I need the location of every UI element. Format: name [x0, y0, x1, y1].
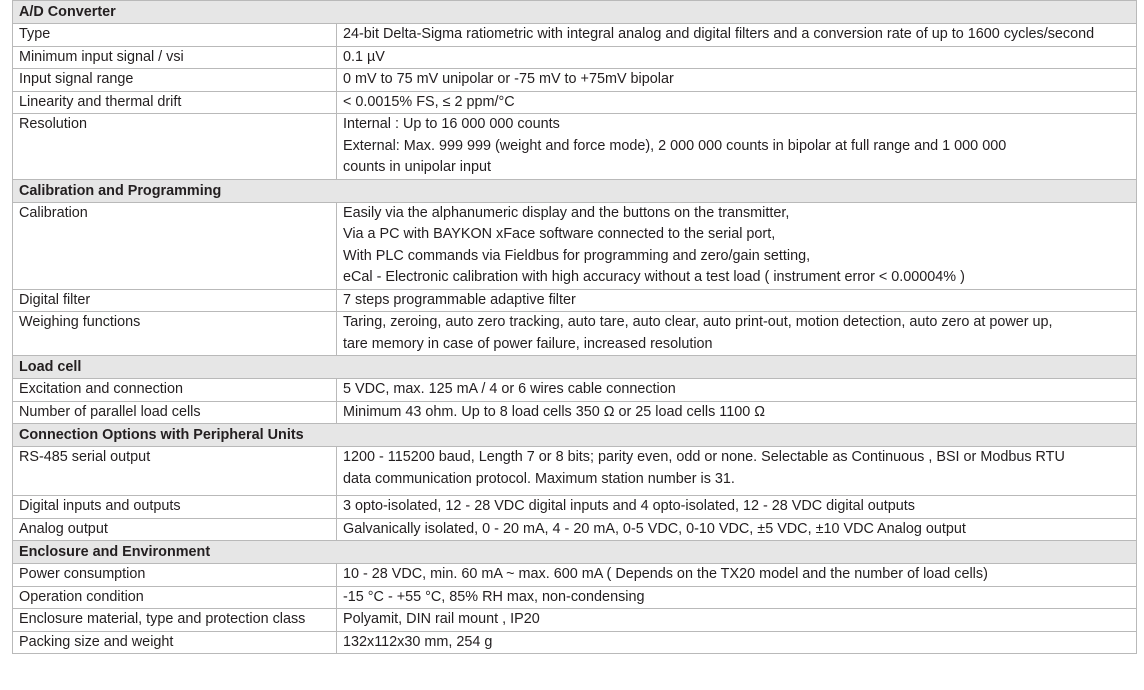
spec-table-body	[13, 1, 1137, 654]
spec-label: Input signal range	[13, 69, 337, 92]
spec-value	[337, 447, 1137, 496]
spec-value	[337, 564, 1137, 587]
spec-label: Weighing functions	[13, 312, 337, 356]
spec-value-line: -15 °C - +55 °C, 85% RH max, non-condensing	[343, 588, 645, 605]
spec-row	[13, 46, 1137, 69]
spec-value	[337, 401, 1137, 424]
section-title: A/D Converter	[13, 1, 1137, 24]
spec-row	[13, 518, 1137, 541]
spec-label: Packing size and weight	[13, 631, 337, 654]
section-header-row	[13, 1, 1137, 24]
spec-value-line: 24-bit Delta-Sigma ratiometric with integral analog and digital filters and a conversion rate of up to 1600 cycles/second	[343, 26, 1095, 42]
spec-row	[13, 496, 1137, 519]
spec-label: Calibration	[13, 202, 337, 289]
spec-row	[13, 69, 1137, 92]
spec-label: Type	[13, 24, 337, 47]
spec-row	[13, 91, 1137, 114]
spec-row	[13, 586, 1137, 609]
spec-table	[12, 0, 1137, 654]
spec-value	[337, 312, 1137, 356]
spec-row	[13, 609, 1137, 632]
spec-label: Analog output	[13, 518, 337, 541]
spec-value-line: 0 mV to 75 mV unipolar or -75 mV to +75mV bipolar	[343, 71, 674, 87]
spec-label: Number of parallel load cells	[13, 401, 337, 424]
spec-value	[337, 586, 1137, 609]
spec-row	[13, 564, 1137, 587]
section-title: Calibration and Programming	[13, 179, 1137, 202]
spec-row	[13, 114, 1137, 180]
spec-row	[13, 312, 1137, 356]
spec-label: Minimum input signal / vsi	[13, 46, 337, 69]
section-title: Enclosure and Environment	[13, 541, 1137, 564]
spec-label: Operation condition	[13, 586, 337, 609]
spec-label: Resolution	[13, 114, 337, 180]
section-header-row	[13, 179, 1137, 202]
spec-value	[337, 202, 1137, 289]
spec-value	[337, 289, 1137, 312]
spec-label: Digital inputs and outputs	[13, 496, 337, 519]
section-header-row	[13, 541, 1137, 564]
spec-value-line: Galvanically isolated, 0 - 20 mA, 4 - 20 mA, 0-5 VDC, 0-10 VDC, ±5 VDC, ±10 VDC Analog output	[343, 520, 966, 537]
spec-value-line: Minimum 43 ohm. Up to 8 load cells 350 Ω or 25 load cells 1100 Ω	[343, 403, 766, 420]
spec-value-line: Via a PC with BAYKON xFace software connected to the serial port,	[343, 226, 776, 242]
spec-value-line: 132x112x30 mm, 254 g	[343, 633, 493, 650]
spec-label: Excitation and connection	[13, 379, 337, 402]
section-title: Connection Options with Peripheral Units	[13, 424, 1137, 447]
spec-value-line: With PLC commands via Fieldbus for programming and zero/gain setting,	[343, 247, 811, 264]
section-header-row	[13, 356, 1137, 379]
spec-row	[13, 202, 1137, 289]
spec-value	[337, 91, 1137, 114]
spec-value-line: tare memory in case of power failure, increased resolution	[343, 335, 713, 352]
spec-value	[337, 496, 1137, 519]
spec-value-line: External: Max. 999 999 (weight and force mode), 2 000 000 counts in bipolar at full range and 1 000 000	[343, 137, 1007, 154]
spec-value-line: counts in unipolar input	[343, 159, 492, 175]
spec-value-line: eCal - Electronic calibration with high accuracy without a test load ( instrument error < 0.00004% )	[343, 269, 965, 285]
spec-label: Enclosure material, type and protection class	[13, 609, 337, 632]
spec-row	[13, 289, 1137, 312]
section-header-row	[13, 424, 1137, 447]
spec-value-line: Polyamit, DIN rail mount , IP20	[343, 611, 540, 627]
spec-value	[337, 379, 1137, 402]
spec-value	[337, 46, 1137, 69]
spec-row	[13, 401, 1137, 424]
spec-value	[337, 518, 1137, 541]
spec-value-line: Easily via the alphanumeric display and the buttons on the transmitter,	[343, 204, 790, 221]
spec-value-line: Internal : Up to 16 000 000 counts	[343, 116, 560, 132]
spec-row	[13, 447, 1137, 496]
spec-value	[337, 631, 1137, 654]
spec-value-line: 1200 - 115200 baud, Length 7 or 8 bits; parity even, odd or none. Selectable as Continuous , BSI or Modbus RTU	[343, 449, 1065, 465]
spec-label: Linearity and thermal drift	[13, 91, 337, 114]
spec-value	[337, 114, 1137, 180]
spec-value	[337, 24, 1137, 47]
spec-row	[13, 631, 1137, 654]
spec-value-line: data communication protocol. Maximum station number is 31.	[343, 470, 735, 487]
spec-row	[13, 24, 1137, 47]
spec-value	[337, 69, 1137, 92]
spec-row	[13, 379, 1137, 402]
spec-value-line: 7 steps programmable adaptive filter	[343, 291, 576, 308]
spec-value-line: 3 opto-isolated, 12 - 28 VDC digital inputs and 4 opto-isolated, 12 - 28 VDC digital outputs	[343, 498, 915, 514]
spec-value-line: 5 VDC, max. 125 mA / 4 or 6 wires cable connection	[343, 381, 676, 397]
spec-value-line: < 0.0015% FS, ≤ 2 ppm/°C	[343, 93, 515, 110]
spec-value-line: 0.1 µV	[343, 48, 385, 65]
spec-label: Power consumption	[13, 564, 337, 587]
spec-label: Digital filter	[13, 289, 337, 312]
spec-value	[337, 609, 1137, 632]
spec-value-line: Taring, zeroing, auto zero tracking, auto tare, auto clear, auto print-out, motion detection, auto zero at power up,	[343, 314, 1053, 330]
spec-label: RS-485 serial output	[13, 447, 337, 496]
section-title: Load cell	[13, 356, 1137, 379]
spec-value-line: 10 - 28 VDC, min. 60 mA ~ max. 600 mA ( Depends on the TX20 model and the number of load cells)	[343, 566, 988, 582]
